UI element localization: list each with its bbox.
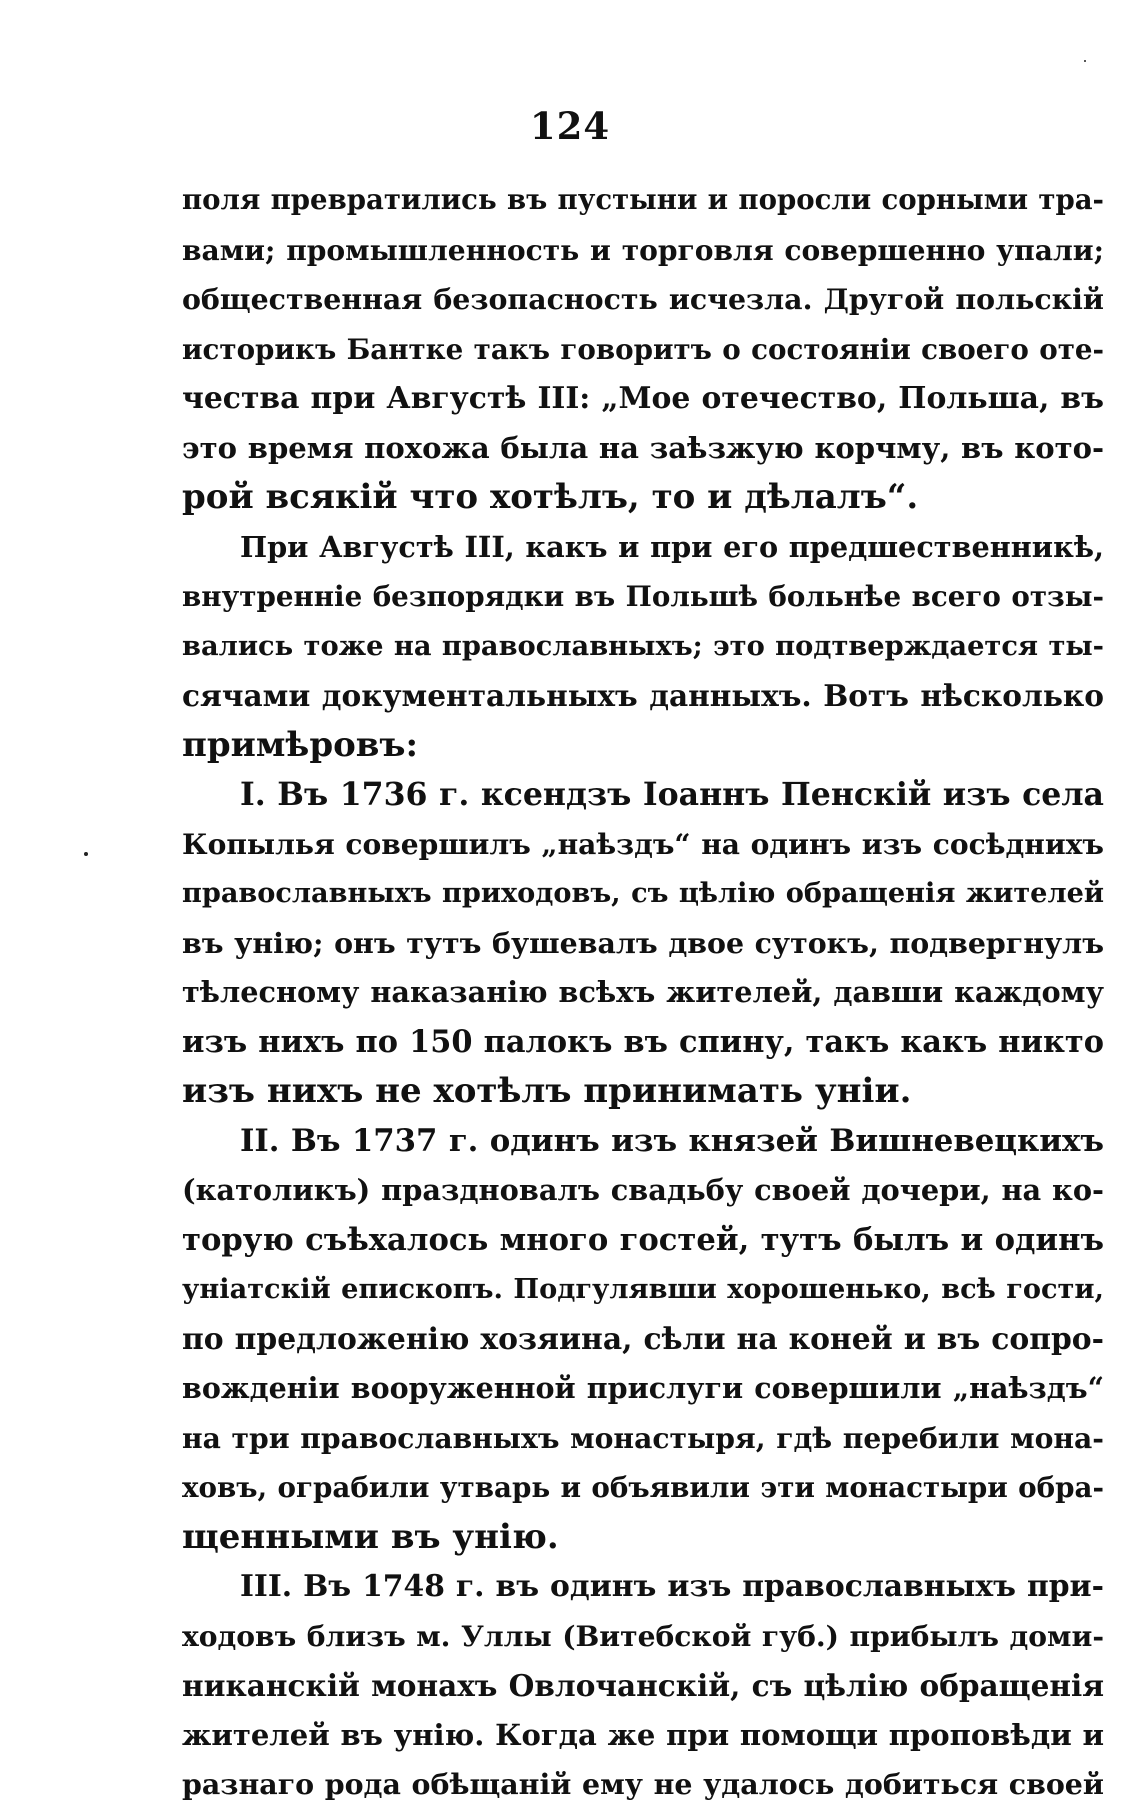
text-line: рой всякій что хотѣлъ, то и дѣлалъ“. — [182, 477, 919, 517]
text-line: на три православныхъ монастыря, гдѣ перебили мона- — [182, 1421, 1104, 1455]
text-line: изъ нихъ не хотѣлъ принимать уніи. — [182, 1071, 912, 1111]
text-line: вались тоже на православныхъ; это подтверждается ты- — [182, 629, 1104, 662]
text-line: православныхъ приходовъ, съ цѣлію обращенія жителей — [182, 878, 1104, 909]
body-text — [182, 176, 1104, 1810]
text-line: ходовъ близъ м. Уллы (Витебской губ.) прибылъ доми- — [182, 1619, 1104, 1653]
text-line: II. Въ 1737 г. одинъ изъ князей Вишневецкихъ — [240, 1122, 1104, 1159]
scan-speck — [84, 852, 88, 856]
text-line: вожденіи вооруженной прислуги совершили „наѣздъ“ — [182, 1371, 1104, 1405]
text-line: примѣровъ: — [182, 724, 419, 765]
page-number: 124 — [529, 104, 611, 148]
text-line: историкъ Бантке такъ говоритъ о состояніи своего оте- — [182, 332, 1104, 366]
paragraph — [182, 176, 1104, 523]
text-line: чества при Августѣ III: „Мое отечество, Польша, въ — [182, 381, 1104, 416]
text-line: жителей въ унію. Когда же при помощи проповѣди и — [182, 1717, 1104, 1752]
text-line: I. Въ 1736 г. ксендзъ Іоаннъ Пенскій изъ села — [240, 776, 1104, 813]
text-line: III. Въ 1748 г. въ одинъ изъ православныхъ при- — [240, 1569, 1104, 1604]
text-line: разнаго рода обѣщаній ему не удалось добиться своей — [182, 1767, 1104, 1801]
text-line: общественная безопасность исчезла. Другой польскій — [182, 282, 1104, 316]
text-line: по предложенію хозяина, сѣли на коней и въ сопро- — [182, 1321, 1104, 1357]
scan-speck — [1084, 60, 1086, 62]
text-line: щенными въ унію. — [182, 1516, 559, 1557]
text-line: уніатскій епископъ. Подгулявши хорошенько, всѣ гости, — [182, 1273, 1104, 1305]
text-line: вами; промышленность и торговля совершенно упали; — [182, 233, 1104, 267]
paragraph — [182, 1117, 1104, 1563]
text-line: поля превратились въ пустыни и поросли сорными тра- — [182, 184, 1104, 216]
text-line: это время похожа была на заѣзжую корчму, въ кото- — [182, 430, 1104, 465]
text-line: (католикъ) праздновалъ свадьбу своей дочери, на ко- — [182, 1173, 1104, 1207]
text-line: никанскій монахъ Овлочанскій, съ цѣлію обращенія — [182, 1668, 1104, 1703]
text-line: внутренніе безпорядки въ Польшѣ больнѣе всего отзы- — [182, 580, 1104, 613]
paragraph — [182, 523, 1104, 771]
paragraph — [182, 1562, 1104, 1810]
text-line: въ унію; онъ тутъ бушевалъ двое сутокъ, подвергнулъ — [182, 925, 1104, 960]
text-line: тѣлесному наказанію всѣхъ жителей, давши каждому — [182, 975, 1104, 1009]
text-line: ховъ, ограбили утварь и объявили эти монастыри обра- — [182, 1471, 1104, 1504]
text-line: При Августѣ III, какъ и при его предшественникѣ, — [240, 529, 1104, 564]
paragraph — [182, 770, 1104, 1117]
text-line: сячами документальныхъ данныхъ. Вотъ нѣсколько — [182, 678, 1104, 713]
text-line: Копылья совершилъ „наѣздъ“ на одинъ изъ сосѣднихъ — [182, 827, 1104, 861]
text-line: изъ нихъ по 150 палокъ въ спину, такъ какъ никто — [182, 1023, 1104, 1060]
text-line: торую съѣхалось много гостей, тутъ былъ и одинъ — [182, 1221, 1104, 1258]
